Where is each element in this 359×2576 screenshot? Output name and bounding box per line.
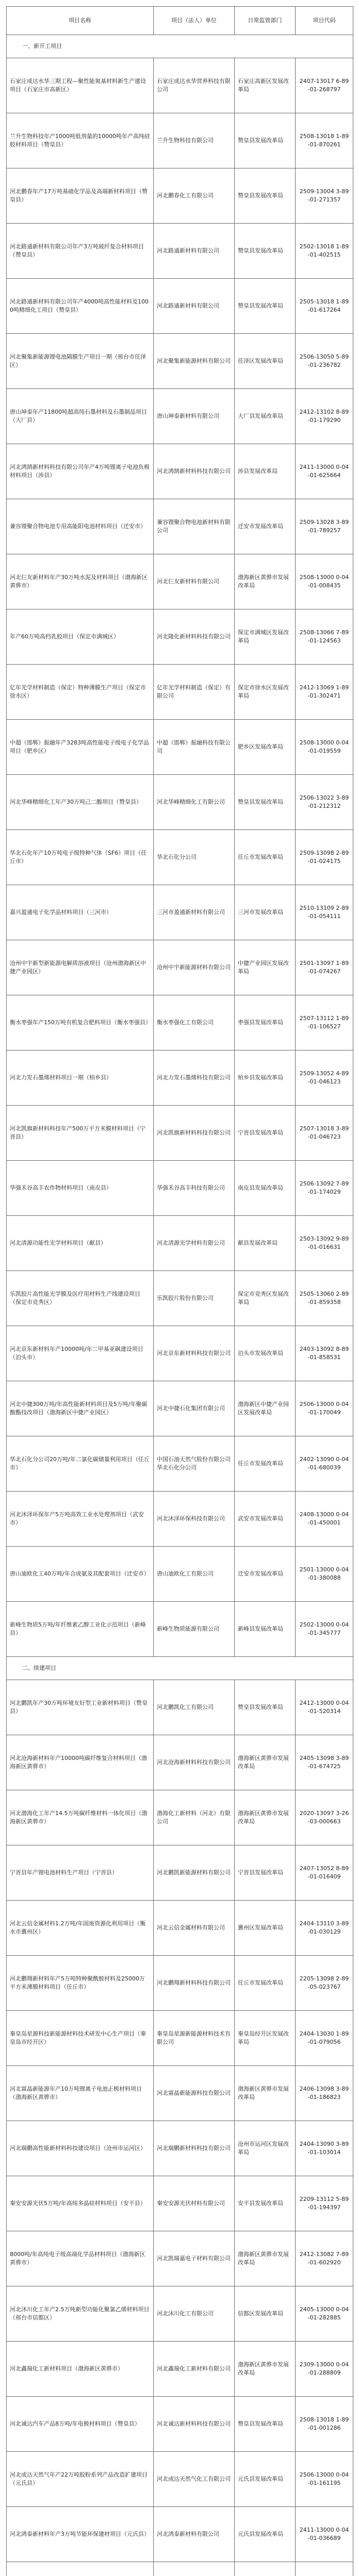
header-row — [7, 7, 353, 35]
table-header — [7, 7, 353, 35]
project-name-cell: 河北路通新材料有限公司年产3万吨玻纤复合材料项目（赞皇县） — [7, 224, 154, 279]
project-code-cell: 2411-13000 0-04-01-036689 — [296, 2507, 353, 2562]
header-project-code: 项目代码 — [296, 7, 353, 35]
project-unit-cell: 河北沧海新材料科技有限公司 — [154, 1735, 235, 1790]
supervising-dept-cell: 安平县发展改革局 — [235, 2176, 296, 2231]
project-code-cell: 2403-13092 8-89-01-858531 — [296, 1326, 353, 1381]
supervising-dept-cell: 新峰县发展改革局 — [235, 1602, 296, 1657]
supervising-dept-cell — [235, 2562, 296, 2576]
table-row — [7, 775, 353, 830]
table-row — [7, 499, 353, 554]
project-unit-cell: 河北鸿泰新材料有限公司 — [154, 2507, 235, 2562]
supervising-dept-cell: 任丘市发展改革局 — [235, 1436, 296, 1492]
supervising-dept-cell: 渤海新区黄骅市发展改革局 — [235, 2066, 296, 2121]
header-supervising-dept: 日常监管部门 — [235, 7, 296, 35]
table-row — [7, 1901, 353, 1956]
project-unit-cell: 河北鹏春化工有限公司 — [154, 168, 235, 224]
table-row — [7, 1050, 353, 1106]
project-name-cell: 河北鹏春年产17万吨基础化学品及高端新材料项目（赞皇县） — [7, 168, 154, 224]
supervising-dept-cell: 中捷产业园区发展改革局 — [235, 940, 296, 995]
table-row — [7, 665, 353, 720]
table-row — [7, 2562, 353, 2576]
supervising-dept-cell: 宁晋县发展改革局 — [235, 1106, 296, 1161]
project-unit-cell: 亿年光学材料制造（保定）有限公司 — [154, 665, 235, 720]
table-row — [7, 2397, 353, 2452]
project-unit-cell: 河北力发石墨烯科技有限公司 — [154, 1050, 235, 1106]
project-code-cell: 2506-13000 0-04-01-170049 — [296, 1381, 353, 1436]
project-name-cell: 河北云信金属材料1.2万吨/年固废资源化利用项目（衡水市冀州区） — [7, 1901, 154, 1956]
table-row — [7, 940, 353, 995]
table-row — [7, 2176, 353, 2231]
project-name-cell: 新峰生物质5万吨/年纤维素乙醇工业化示范项目（新峰县） — [7, 1602, 154, 1657]
project-name-cell: 华北石化年产10万吨电子级特种气体（SF6）项目（任丘市） — [7, 830, 154, 885]
project-name-cell: 河北凯旗新材料科技年产500万平方米膜材料项目（宁晋县） — [7, 1106, 154, 1161]
project-code-cell: 2506-13050 5-89-01-236782 — [296, 334, 353, 389]
project-unit-cell: 河北鑫瑞化工新材料有限公司 — [154, 2342, 235, 2397]
table-row — [7, 1790, 353, 1845]
supervising-dept-cell: 迁安市发展改革局 — [235, 1547, 296, 1602]
project-unit-cell: 兰升生物科技有限公司 — [154, 113, 235, 168]
project-code-cell: 2404-13110 3-89-01-030129 — [296, 1901, 353, 1956]
table-row — [7, 168, 353, 224]
supervising-dept-cell: 武安市发展改革局 — [235, 1492, 296, 1547]
project-code-cell: 2406-13098 3-89-01-186823 — [296, 2066, 353, 2121]
table-row — [7, 1602, 353, 1657]
supervising-dept-cell: 任丘市发展改革局 — [235, 830, 296, 885]
project-code-cell: 2412-13069 1-89-01-302471 — [296, 665, 353, 720]
project-name-cell: 河北中捷300万吨/年高性能新材料项目及5万吨/年聚碳酸酯技改项目（渤海新区中捷产业园区） — [7, 1381, 154, 1436]
project-unit-cell: 河北清源光学材料有限公司 — [154, 1216, 235, 1271]
table-row — [7, 58, 353, 113]
project-name-cell: 河北力发石墨烯材料项目一期（柏乡县） — [7, 1050, 154, 1106]
project-unit-cell: 华强禾谷高丰科技有限公司 — [154, 1161, 235, 1216]
project-name-cell: 河北京东新材料年产10000吨/年二甲基亚砜建设项目（泊头市） — [7, 1326, 154, 1381]
supervising-dept-cell: 任丘市发展改革局 — [235, 1956, 296, 2011]
table-row — [7, 1326, 353, 1381]
project-name-cell: 河北诚达汽车产品8万吨/年电极材料项目（赞皇县） — [7, 2397, 154, 2452]
project-unit-cell: 河北凯旗新材料科技有限公司 — [154, 1106, 235, 1161]
project-code-cell: 2501-13000 0-04-01-380088 — [296, 1547, 353, 1602]
project-unit-cell: 河北凯瑞嘉电子材料有限公司 — [154, 2231, 235, 2286]
supervising-dept-cell: 肥乡区发展改革局 — [235, 720, 296, 775]
table-row — [7, 334, 353, 389]
project-name-cell: 河北沧海新材料年产10000吨碳纤维复合材料项目（渤海新区黄骅市） — [7, 1735, 154, 1790]
table-row — [7, 2011, 353, 2066]
project-name-cell: 河北鹏翔新材料年产5万吨特种聚酰胺材料及25000万平方米薄膜材料项目（任丘市） — [7, 1956, 154, 2011]
supervising-dept-cell: 渤海新区黄骅市发展改革局 — [235, 554, 296, 609]
supervising-dept-cell: 渤海新区黄骅市发展改革局 — [235, 1735, 296, 1790]
supervising-dept-cell: 赞皇县发展改革局 — [235, 775, 296, 830]
supervising-dept-cell: 赞皇县发展改革局 — [235, 224, 296, 279]
project-unit-cell: 河北富晶新能源科技有限公司 — [154, 2066, 235, 2121]
project-unit-cell: 中国石油天然气股份有限公司华北石化分公司 — [154, 1436, 235, 1492]
table-row — [7, 995, 353, 1050]
project-unit-cell: 河北路通新材料有限公司 — [154, 224, 235, 279]
project-unit-cell: 华北石化分公司 — [154, 830, 235, 885]
project-code-cell: 2502-13000 0-04-01-345777 — [296, 1602, 353, 1657]
table-row — [7, 279, 353, 334]
supervising-dept-cell: 枣强县发展改革局 — [235, 995, 296, 1050]
project-name-cell: 乐凯胶片高性能光学膜及医疗用材料生产线建设项目（保定市竞秀区） — [7, 1271, 154, 1326]
project-code-cell: 2411-13000 0-04-01-625664 — [296, 444, 353, 499]
project-code-cell: 2405-13098 3-89-01-674725 — [296, 1735, 353, 1790]
supervising-dept-cell: 渤海新区黄骅市发展改革局 — [235, 1790, 296, 1845]
project-unit-cell: 河北京东新材料科技有限公司 — [154, 1326, 235, 1381]
table-row — [7, 1161, 353, 1216]
project-unit-cell: 河北云信金属材料有限公司 — [154, 1901, 235, 1956]
project-unit-cell: 衡水枣强化工有限公司 — [154, 995, 235, 1050]
project-code-cell: 2407-13052 8-89-01-016409 — [296, 1845, 353, 1901]
project-unit-cell: 河北仨友新材料有限公司 — [154, 554, 235, 609]
project-name-cell: 河北鸿鹄新材料科技有限公司年产4万吨锂离子电池负极材料项目（涉县） — [7, 444, 154, 499]
header-project-unit: 项目（法人）单位 — [154, 7, 235, 35]
supervising-dept-cell: 南皮县发展改革局 — [235, 1161, 296, 1216]
table-row — [7, 2231, 353, 2286]
project-code-cell: 2505-13018 1-89-01-617264 — [296, 279, 353, 334]
table-row — [7, 2121, 353, 2176]
supervising-dept-cell: 柏乡县发展改革局 — [235, 1050, 296, 1106]
project-code-cell: 2509-13028 3-89-01-789257 — [296, 499, 353, 554]
project-code-cell: 2412-13082 7-89-01-602920 — [296, 2231, 353, 2286]
project-name-cell: 嘉兴盈通电子化学品材料项目（三河市） — [7, 885, 154, 940]
project-name-cell: 河北沐泽环保年产5万吨高效工业水处理剂项目（武安市） — [7, 1492, 154, 1547]
table-row — [7, 1735, 353, 1790]
project-unit-cell: 新峰生物质能源有限公司 — [154, 1602, 235, 1657]
table-row — [7, 113, 353, 168]
project-code-cell: 2509-13052 4-89-01-046123 — [296, 1050, 353, 1106]
project-unit-cell: 兼容锂聚合物电池新材料有限公司 — [154, 499, 235, 554]
project-name-cell: 华北石化分公司20万吨/年二氯化碳储量利用项目（任丘市） — [7, 1436, 154, 1492]
project-name-cell: 8000吨/年高纯电子级高端化学品材料项目（渤海新区黄骅市） — [7, 2231, 154, 2286]
table-row — [7, 389, 353, 444]
project-code-cell: 2404-13030 1-89-01-079056 — [296, 2011, 353, 2066]
table-row — [7, 1845, 353, 1901]
project-unit-cell: 河北成达天然气化工有限公司 — [154, 2452, 235, 2507]
project-name-cell: 唐山坤泰年产11800吨超高纯石墨材料及石墨制品项目（大厂县） — [7, 389, 154, 444]
project-code-cell: 2407-13017 6-89-01-268797 — [296, 58, 353, 113]
supervising-dept-cell: 沧州市运河区发展改革局 — [235, 2121, 296, 2176]
supervising-dept-cell: 元氏县发展改革局 — [235, 2452, 296, 2507]
supervising-dept-cell: 赞皇县发展改革局 — [235, 279, 296, 334]
supervising-dept-cell: 保定市徐水区发展改革局 — [235, 665, 296, 720]
project-name-cell: 河北华峰精细化工年产30万吨己二酸项目（赞皇县） — [7, 775, 154, 830]
supervising-dept-cell: 三河市发展改革局 — [235, 885, 296, 940]
project-code-cell: 2408-13000 0-04-01-450001 — [296, 1492, 353, 1547]
project-code-cell: 2508-13000 0-04-01-008435 — [296, 554, 353, 609]
project-unit-cell: 河北聚集新能源材料有限公司 — [154, 334, 235, 389]
table-row — [7, 1680, 353, 1735]
project-name-cell: 河北沐川化工年产2.5万吨新型功能化聚氯乙烯材料项目（邢台市信都区） — [7, 2286, 154, 2342]
project-unit-cell: 河北中捷石化集团有限公司 — [154, 1381, 235, 1436]
project-unit-cell: 沧州中宇新能源材料有限公司 — [154, 940, 235, 995]
project-unit-cell: 乐凯胶片股份有限公司 — [154, 1271, 235, 1326]
project-code-cell: 2020-13097 3-26-03-000663 — [296, 1790, 353, 1845]
project-code-cell: 2209-13112 5-89-01-194397 — [296, 2176, 353, 2231]
supervising-dept-cell: 保定市竞秀区发展改革局 — [235, 1271, 296, 1326]
project-unit-cell: 河北隆化新材料科技有限公司 — [154, 609, 235, 665]
project-code-cell: 2503-13092 9-89-01-016631 — [296, 1216, 353, 1271]
project-code-cell: 2509-13098 2-89-01-024175 — [296, 830, 353, 885]
supervising-dept-cell: 任泽区发展改革局 — [235, 334, 296, 389]
project-code-cell: 2501-13097 1-89-01-074267 — [296, 940, 353, 995]
project-code-cell: 2507-13112 1-89-01-106527 — [296, 995, 353, 1050]
project-name-cell — [7, 2562, 154, 2576]
supervising-dept-cell: 献县发展改革局 — [235, 1216, 296, 1271]
supervising-dept-cell: 赞皇县发展改革局 — [235, 168, 296, 224]
project-name-cell: 秦皇岛星源科技新能源材料技术研发中心生产项目（秦皇岛市经开区） — [7, 2011, 154, 2066]
project-unit-cell: 河北路通新材料有限公司 — [154, 279, 235, 334]
project-name-cell: 衡水枣强年产150万吨有机复合肥料项目（衡水枣强县） — [7, 995, 154, 1050]
table-row — [7, 2342, 353, 2397]
supervising-dept-cell: 泊头市发展改革局 — [235, 1326, 296, 1381]
project-name-cell: 沧州中宇新型新能源电解质溶液项目（沧州渤海新区中捷产业园区） — [7, 940, 154, 995]
project-unit-cell: 河北沐川化工有限公司 — [154, 2286, 235, 2342]
project-unit-cell: 河北诚达新材料科技有限公司 — [154, 2397, 235, 2452]
project-unit-cell: 河北鸿鹄新材料科技有限公司 — [154, 444, 235, 499]
project-name-cell: 河北渤海化工年产14.5万吨碳纤维材料一体化项目（渤海新区黄骅市） — [7, 1790, 154, 1845]
project-code-cell: 2507-13018 3-89-01-046723 — [296, 1106, 353, 1161]
table-row — [7, 1381, 353, 1436]
table-row — [7, 1271, 353, 1326]
project-unit-cell: 河北沐泽环保科技有限公司 — [154, 1492, 235, 1547]
table-row — [7, 1956, 353, 2011]
project-code-cell: 2502-13018 1-89-01-402515 — [296, 224, 353, 279]
project-name-cell: 唐山迪欧化工40万吨/年合成氨及其配套项目（迁安市） — [7, 1547, 154, 1602]
project-code-cell: 2405-13000 0-04-01-282885 — [296, 2286, 353, 2342]
table-row — [7, 2507, 353, 2562]
project-code-cell: 2508-13000 0-04-01-019559 — [296, 720, 353, 775]
project-unit-cell: 河北鹏翔新材料科技有限公司 — [154, 1956, 235, 2011]
supervising-dept-cell: 赞皇县发展改革局 — [235, 1680, 296, 1735]
project-unit-cell: 唐山坤泰新材料有限公司 — [154, 389, 235, 444]
project-unit-cell: 石家庄成达水华营养科技有限公司 — [154, 58, 235, 113]
section-row — [7, 1657, 353, 1680]
project-code-cell: 2508-13018 1-89-01-001286 — [296, 2397, 353, 2452]
project-unit-cell — [154, 2562, 235, 2576]
project-code-cell: 2404-13090 3-89-01-103014 — [296, 2121, 353, 2176]
supervising-dept-cell: 赞皇县发展改革局 — [235, 113, 296, 168]
table-body — [7, 35, 353, 2576]
project-code-cell — [296, 2562, 353, 2576]
project-name-cell: 河北仨友新材料年产30万吨水泥及材料项目（渤海新区黄骅市） — [7, 554, 154, 609]
project-name-cell: 河北清源功能性光学材料项目（献县） — [7, 1216, 154, 1271]
project-name-cell: 河北鑫瑞化工新材料项目（渤海新区黄骅市） — [7, 2342, 154, 2397]
project-code-cell: 2508-13018 1-89-01-870261 — [296, 113, 353, 168]
table-row — [7, 224, 353, 279]
section-title: 一、新开工项目 — [7, 35, 353, 58]
project-code-cell: 2505-13060 2-89-01-859358 — [296, 1271, 353, 1326]
supervising-dept-cell: 宁晋县发展改革局 — [235, 1845, 296, 1901]
table-row — [7, 2286, 353, 2342]
project-code-cell: 2309-13000 0-04-01-288809 — [296, 2342, 353, 2397]
project-code-cell: 2509-13004 3-89-01-271357 — [296, 168, 353, 224]
table-row — [7, 720, 353, 775]
project-unit-cell: 秦安安源光伏材料有限公司 — [154, 2176, 235, 2231]
supervising-dept-cell: 涉县发展改革局 — [235, 444, 296, 499]
table-row — [7, 885, 353, 940]
supervising-dept-cell: 冀州区发展改革局 — [235, 1901, 296, 1956]
project-code-cell: 2205-13098 2-89-05-023767 — [296, 1956, 353, 2011]
supervising-dept-cell: 石家庄高新区发展改革局 — [235, 58, 296, 113]
table-row — [7, 1436, 353, 1492]
project-name-cell: 兰升生物科技年产1000吨低剂量的10000吨年产高纯硅胶材料项目（赞皇县） — [7, 113, 154, 168]
project-name-cell: 华强禾谷高丰农作物材料项目（南皮县） — [7, 1161, 154, 1216]
project-unit-cell: 河北瑞鹏新材料科技有限公司 — [154, 2121, 235, 2176]
project-name-cell: 亿年光学材料制造（保定）特种薄膜生产项目（保定市徐水区） — [7, 665, 154, 720]
project-name-cell: 宁晋县年产锂电池材料生产项目（宁晋县） — [7, 1845, 154, 1901]
project-code-cell: 2402-13090 0-04-01-680039 — [296, 1436, 353, 1492]
table-row — [7, 2066, 353, 2121]
table-row — [7, 444, 353, 499]
project-unit-cell: 渤海化工新材料（河北）有限公司 — [154, 1790, 235, 1845]
project-name-cell: 河北聚集新能源锂电池隔膜生产项目一期（邢台市任泽区） — [7, 334, 154, 389]
supervising-dept-cell: 迁安市发展改革局 — [235, 499, 296, 554]
project-unit-cell: 河北鹏凯新能源材料有限公司 — [154, 1845, 235, 1901]
project-name-cell: 兼容锂聚合物电池专用高能阳电池材料项目（迁安市） — [7, 499, 154, 554]
project-name-cell: 河北路通新材料有限公司年产4000吨高性能材料及1000吨精细化工项目（赞皇县） — [7, 279, 154, 334]
project-unit-cell: 三河市盈通新材料有限公司 — [154, 885, 235, 940]
project-code-cell: 2506-13022 3-89-01-212312 — [296, 775, 353, 830]
supervising-dept-cell: 赞皇县发展改革局 — [235, 2397, 296, 2452]
project-name-cell: 河北富晶新能源年产10万吨锂离子电池正极材料项目（渤海新区黄骅市） — [7, 2066, 154, 2121]
supervising-dept-cell: 保定市满城区发展改革局 — [235, 609, 296, 665]
project-name-cell: 中超（邯郸）振融年产3283吨高性能电子级电子化学品项目（肥乡区） — [7, 720, 154, 775]
project-unit-cell: 唐山迪欧化工有限公司 — [154, 1547, 235, 1602]
section-title: 二、续建项目 — [7, 1657, 353, 1680]
supervising-dept-cell: 渤海新区黄骅市发展改革局 — [235, 2342, 296, 2397]
table-row — [7, 1216, 353, 1271]
table-row — [7, 554, 353, 609]
supervising-dept-cell: 渤海新区黄骅市发展改革局 — [235, 2231, 296, 2286]
section-row — [7, 35, 353, 58]
project-name-cell: 石家庄成达水华三期工程—聚性能氮基材料新生产建设项目（石家庄市高新区） — [7, 58, 154, 113]
project-name-cell: 河北成达天然气年产22万吨胶粉系列产品改造扩建项目（元氏县） — [7, 2452, 154, 2507]
project-unit-cell: 秦皇岛星源新能源材料技术有限公司 — [154, 2011, 235, 2066]
project-name-cell: 年产60万吨高档乳胶项目（保定市满城区） — [7, 609, 154, 665]
project-name-cell: 河北鹏凯年产30万吨环境友好型工业新材料项目（赞皇县） — [7, 1680, 154, 1735]
project-code-cell: 2506-13000 0-04-01-161195 — [296, 2452, 353, 2507]
project-code-cell: 2412-13000 0-04-01-520314 — [296, 1680, 353, 1735]
project-code-cell: 2510-13109 2-89-01-054111 — [296, 885, 353, 940]
project-code-cell: 2506-13092 7-89-01-174029 — [296, 1161, 353, 1216]
project-unit-cell: 河北华峰精细化工有限公司 — [154, 775, 235, 830]
project-name-cell: 河北瑞鹏高性能新材料科技建设项目（沧州市运河区） — [7, 2121, 154, 2176]
table-row — [7, 609, 353, 665]
project-unit-cell: 河北鹏凯化工有限公司 — [154, 1680, 235, 1735]
supervising-dept-cell: 大厂县发展改革局 — [235, 389, 296, 444]
supervising-dept-cell: 秦皇岛经开区发展改革局 — [235, 2011, 296, 2066]
table-row — [7, 1106, 353, 1161]
table-row — [7, 2452, 353, 2507]
project-table — [6, 6, 353, 2576]
header-project-name: 项目名称 — [7, 7, 154, 35]
table-row — [7, 1492, 353, 1547]
table-row — [7, 1547, 353, 1602]
project-name-cell: 秦安安源光伏5万吨/年高纯多晶硅材料项目（安平县） — [7, 2176, 154, 2231]
project-code-cell: 2508-13066 7-89-01-124563 — [296, 609, 353, 665]
project-unit-cell: 中超（邯郸）振融科技有限公司 — [154, 720, 235, 775]
supervising-dept-cell: 信都区发展改革局 — [235, 2286, 296, 2342]
table-row — [7, 830, 353, 885]
supervising-dept-cell: 元氏县发展改革局 — [235, 2507, 296, 2562]
project-name-cell: 河北鸿泰新材料年产3万吨节能环保建材项目（元氏县） — [7, 2507, 154, 2562]
project-code-cell: 2412-13102 8-89-01-179290 — [296, 389, 353, 444]
supervising-dept-cell: 渤海新区中捷产业园区发展改革局 — [235, 1381, 296, 1436]
